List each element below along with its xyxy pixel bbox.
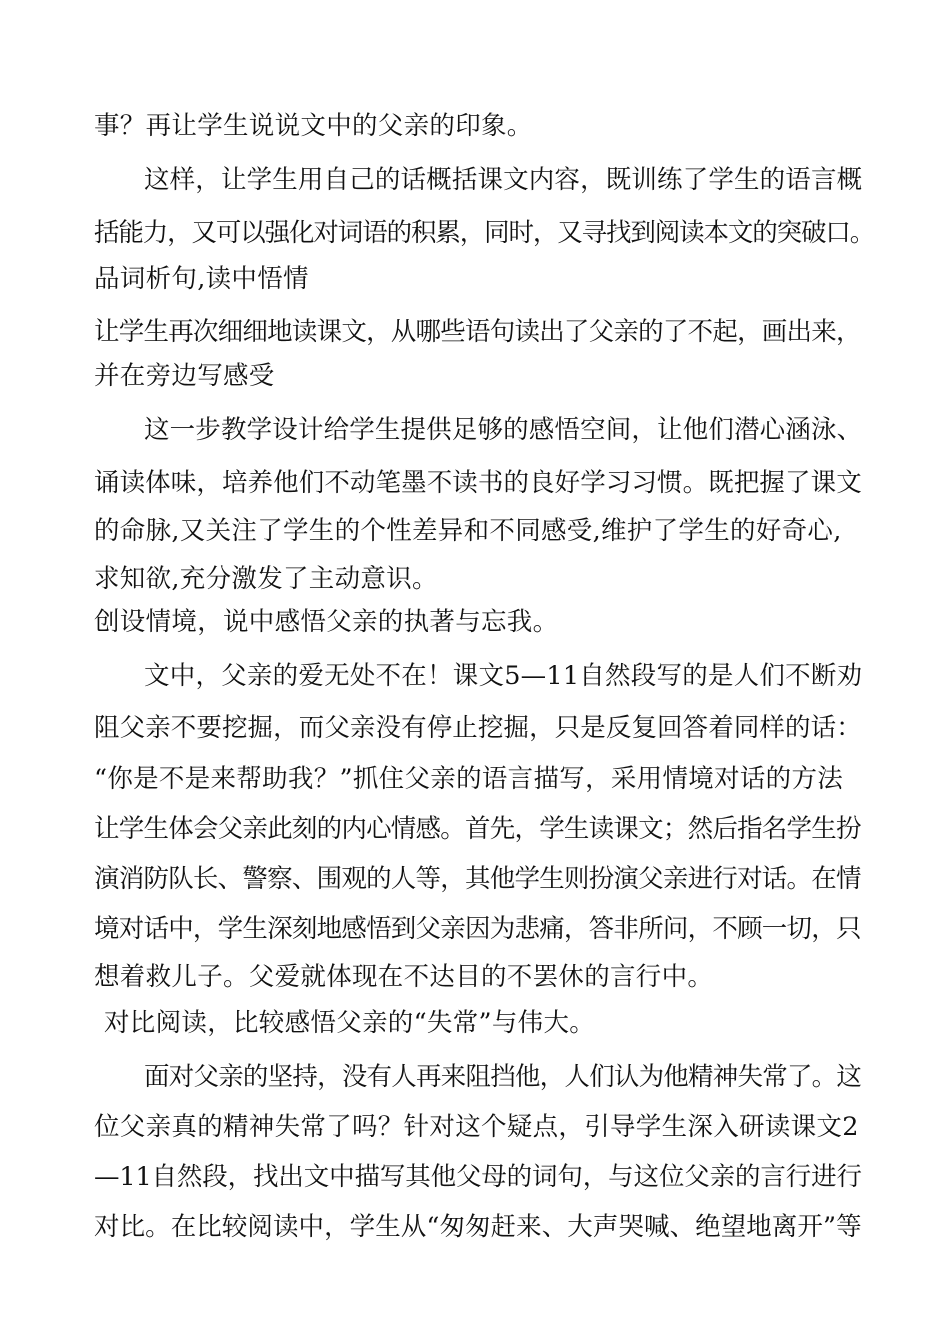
text-line: “你是不是来帮助我？”抓住父亲的语言描写，采用情境对话的方法 xyxy=(94,764,844,794)
text-line: 诵读体味，培养他们不动笔墨不读书的良好学习习惯。既把握了课文 xyxy=(94,468,862,498)
text-line: 括能力，又可以强化对词语的积累，同时，又寻找到阅读本文的突破口。 xyxy=(94,218,875,248)
text-line: 这样，让学生用自己的话概括课文内容，既训练了学生的语言概 xyxy=(144,165,863,195)
text-line: 境对话中，学生深刻地感悟到父亲因为悲痛，答非所问，不顾一切，只 xyxy=(94,914,861,944)
text-line: 求知欲,充分激发了主动意识。 xyxy=(94,564,438,594)
text-line: 位父亲真的精神失常了吗？针对这个疑点，引导学生深入研读课文2 xyxy=(94,1112,859,1142)
section-heading: 对比阅读，比较感悟父亲的“失常”与伟大。 xyxy=(104,1008,596,1038)
text-line: 想着救儿子。父爱就体现在不达目的不罢休的言行中。 xyxy=(94,962,714,992)
section-heading: 品词析句,读中悟情 xyxy=(94,264,309,294)
text-line: 事？再让学生说说文中的父亲的印象。 xyxy=(94,111,533,141)
text-line: 阻父亲不要挖掘，而父亲没有停止挖掘，只是反复回答着同样的话： xyxy=(94,713,862,743)
section-heading: 创设情境，说中感悟父亲的执著与忘我。 xyxy=(94,607,559,637)
text-line: 让学生体会父亲此刻的内心情感。首先，学生读课文；然后指名学生扮 xyxy=(94,814,861,844)
text-line: —11自然段，找出文中描写其他父母的词句，与这位父亲的言行进行 xyxy=(94,1162,862,1192)
text-line: 的命脉,又关注了学生的个性差异和不同感受,维护了学生的好奇心, xyxy=(94,516,842,546)
text-line: 对比。在比较阅读中，学生从“匆匆赶来、大声哭喊、绝望地离开”等 xyxy=(94,1212,862,1242)
text-line: 演消防队长、警察、围观的人等，其他学生则扮演父亲进行对话。在情 xyxy=(94,864,861,894)
text-line: 并在旁边写感受 xyxy=(94,361,275,391)
text-line: 让学生再次细细地读课文，从哪些语句读出了父亲的了不起，画出来， xyxy=(94,317,861,347)
text-line: 面对父亲的坚持，没有人再来阻挡他，人们认为他精神失常了。这 xyxy=(144,1062,862,1092)
text-line: 文中，父亲的爱无处不在！课文5—11自然段写的是人们不断劝 xyxy=(144,661,863,691)
text-line: 这一步教学设计给学生提供足够的感悟空间，让他们潜心涵泳、 xyxy=(144,415,863,445)
